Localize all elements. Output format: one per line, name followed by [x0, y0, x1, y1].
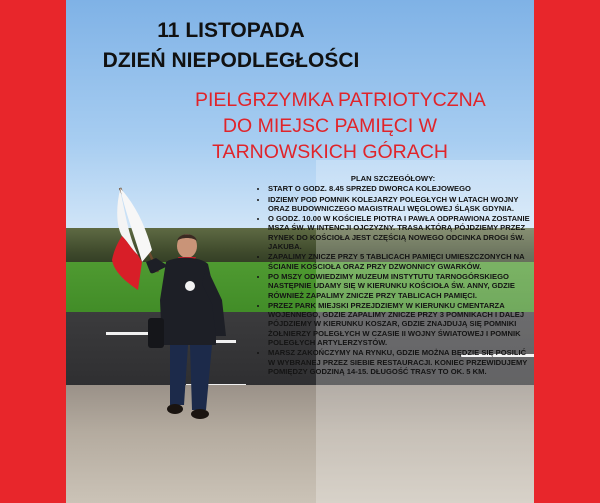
plan-item: • PRZEZ PARK MIEJSKI PRZEJDZIEMY W KIERUNKU CMENTARZA WOJENNEGO, GDZIE ZAPALIMY ZNICZE PRZY 3 POMNIKACH I DALEJ PÓJDZIEMY W KIERUNKU KOSZAR, GDZIE ZNAJDUJĄ SIĘ POMNIKI ŻOŁNIERZY POLEGŁYCH W CZASIE II WOJNY ŚWIATOWEJ I POMNIK POLEGŁYCH ARTYLERZYSTÓW.: [268, 301, 532, 347]
title-date: 11 LISTOPADA: [157, 19, 305, 42]
left-leg: [170, 345, 188, 405]
right-leg: [190, 345, 212, 410]
subtitle-line: TARNOWSKICH GÓRACH: [212, 141, 448, 163]
plan-item: • START O GODZ. 8.45 SPRZED DWORCA KOLEJOWEGO: [268, 184, 532, 193]
right-shoe: [191, 409, 209, 419]
subtitle-line: DO MIEJSC PAMIĘCI W: [222, 115, 438, 137]
plan-item: • O GODZ. 10.00 W KOŚCIELE PIOTRA I PAWŁA ODPRAWIONA ZOSTANIE MSZA ŚW. W INTENCJI OJCZYZNY. TRASA KTÓRĄ PÓJDZIEMY PRZEZ RYNEK DO KOŚCIOŁA JEST CZĘŚCIĄ NOWEGO ODCINKA DROGI ŚW. JAKUBA.: [268, 214, 532, 251]
plan-item: • MARSZ ZAKOŃCZYMY NA RYNKU, GDZIE MOŻNA BĘDZIE SIĘ POSILIĆ W WYBRANEJ PRZEZ SIEBIE RESTAURACJI. KONIEC PRZEWIDUJEMY POMIĘDZY GODZINĄ 14-15. DŁUGOŚĆ TRASY TO OK. 5 KM.: [268, 348, 532, 376]
plan-item: • IDZIEMY POD POMNIK KOLEJARZY POLEGŁYCH W LATACH WOJNY ORAZ BUDOWNICZEGO MAGISTRALI WĘGLOWEJ ŚLĄSK GDYNIA.: [268, 195, 532, 214]
plan-list: [254, 184, 532, 376]
bag: [148, 318, 164, 348]
plan-item: • PO MSZY ODWIEDZIMY MUZEUM INSTYTUTU TARNOGÓRSKIEGO NASTĘPNIE UDAMY SIĘ W KIERUNKU KOŚCIOŁA ŚW. ANNY, GDZIE RÓWNIEŻ ZAPALIMY ZNICZE PRZY TABLICACH PAMIĘCI.: [268, 272, 532, 300]
plan-title: PLAN SZCZEGÓŁOWY:: [350, 174, 436, 183]
badge: [185, 281, 195, 291]
subtitle-line: PIELGRZYMKA PATRIOTYCZNA: [195, 89, 486, 111]
plan-section: [254, 174, 532, 377]
left-shoe: [167, 404, 183, 414]
subtitle: [195, 87, 486, 165]
plan-item: • ZAPALIMY ZNICZE PRZY 5 TABLICACH PAMIĘCI UMIESZCZONYCH NA ŚCIANIE KOŚCIOŁA ORAZ PRZY DZWONNICY GWARKÓW.: [268, 252, 532, 271]
title-holiday: DZIEŃ NIEPODLEGŁOŚCI: [102, 49, 360, 72]
